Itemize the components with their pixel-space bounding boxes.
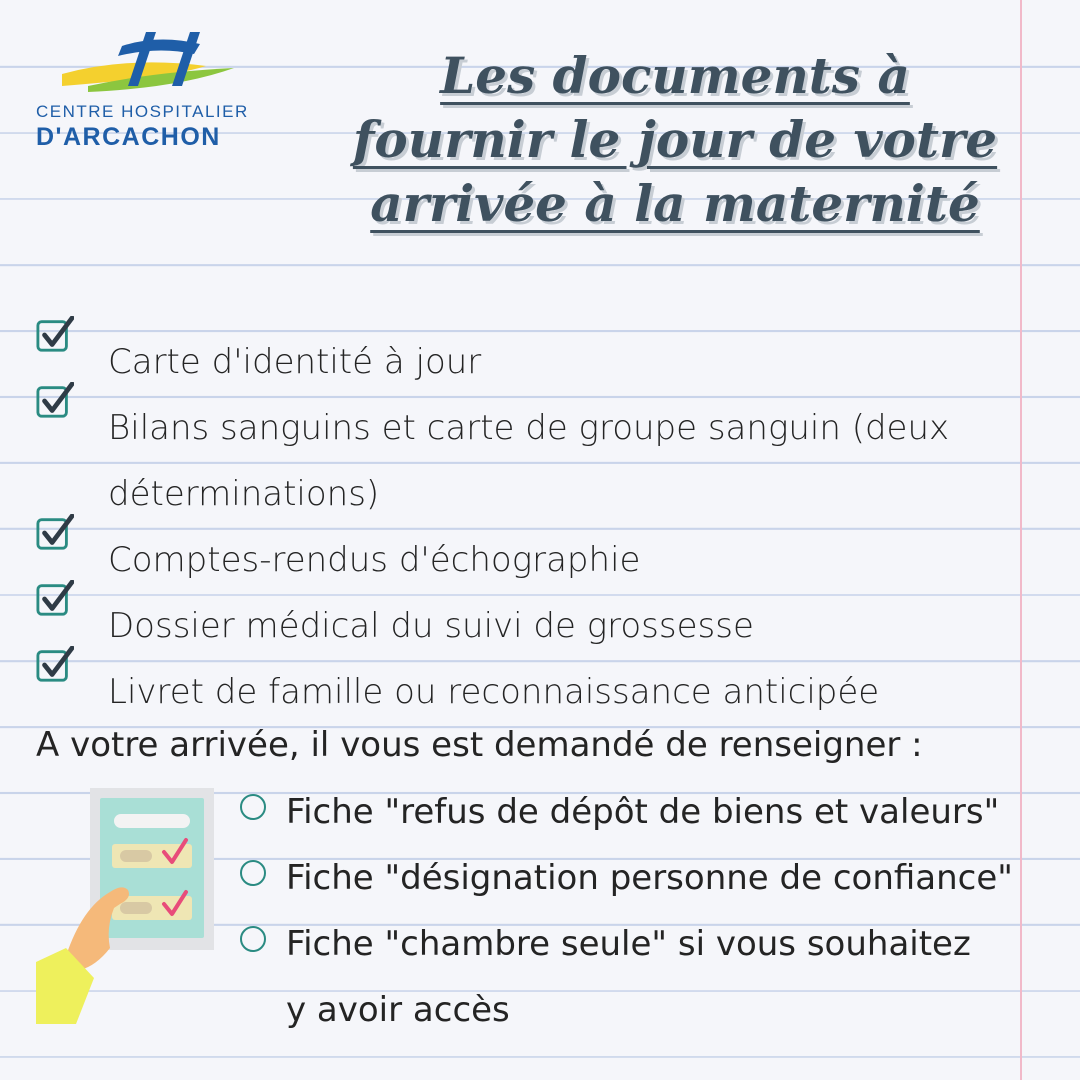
form-item-label: Fiche "refus de dépôt de biens et valeurs" <box>286 792 1000 832</box>
circle-bullet-icon <box>240 926 266 952</box>
logo-text-line2: D'ARCACHON <box>36 123 221 151</box>
title-line: arrivée à la maternité <box>370 174 980 233</box>
circle-bullet-icon <box>240 860 266 886</box>
checkbox-check-icon <box>36 316 74 354</box>
logo-text-line1: CENTRE HOSPITALIER <box>36 102 249 121</box>
title-line: fournir le jour de votre <box>352 110 998 169</box>
checklist-item-label: Bilans sanguins et carte de groupe sanguin (deux <box>108 408 950 448</box>
forms-intro-text: A votre arrivée, il vous est demandé de renseigner : <box>36 725 923 765</box>
form-item-label: Fiche "désignation personne de confiance" <box>286 858 1013 898</box>
checkbox-check-icon <box>36 646 74 684</box>
checklist-item-label: Livret de famille ou reconnaissance anticipée <box>108 672 880 712</box>
checklist-item-label: Carte d'identité à jour <box>108 342 482 382</box>
logo-h-icon <box>58 28 238 100</box>
form-item-label: Fiche "chambre seule" si vous souhaitez <box>286 924 971 964</box>
checkbox-check-icon <box>36 580 74 618</box>
checkbox-check-icon <box>36 514 74 552</box>
circle-bullet-icon <box>240 794 266 820</box>
notebook-margin-line <box>1020 0 1022 1080</box>
checkbox-check-icon <box>36 382 74 420</box>
form-item-label-continued: y avoir accès <box>286 990 510 1030</box>
checklist-item-label: Comptes-rendus d'échographie <box>108 540 641 580</box>
hand-holding-form-icon <box>36 788 216 1024</box>
checklist-item-label: Dossier médical du suivi de grossesse <box>108 606 754 646</box>
checklist-item-label-continued: déterminations) <box>108 474 380 514</box>
hospital-logo <box>28 28 258 158</box>
title-line: Les documents à <box>440 46 910 105</box>
page-title <box>330 44 1020 236</box>
